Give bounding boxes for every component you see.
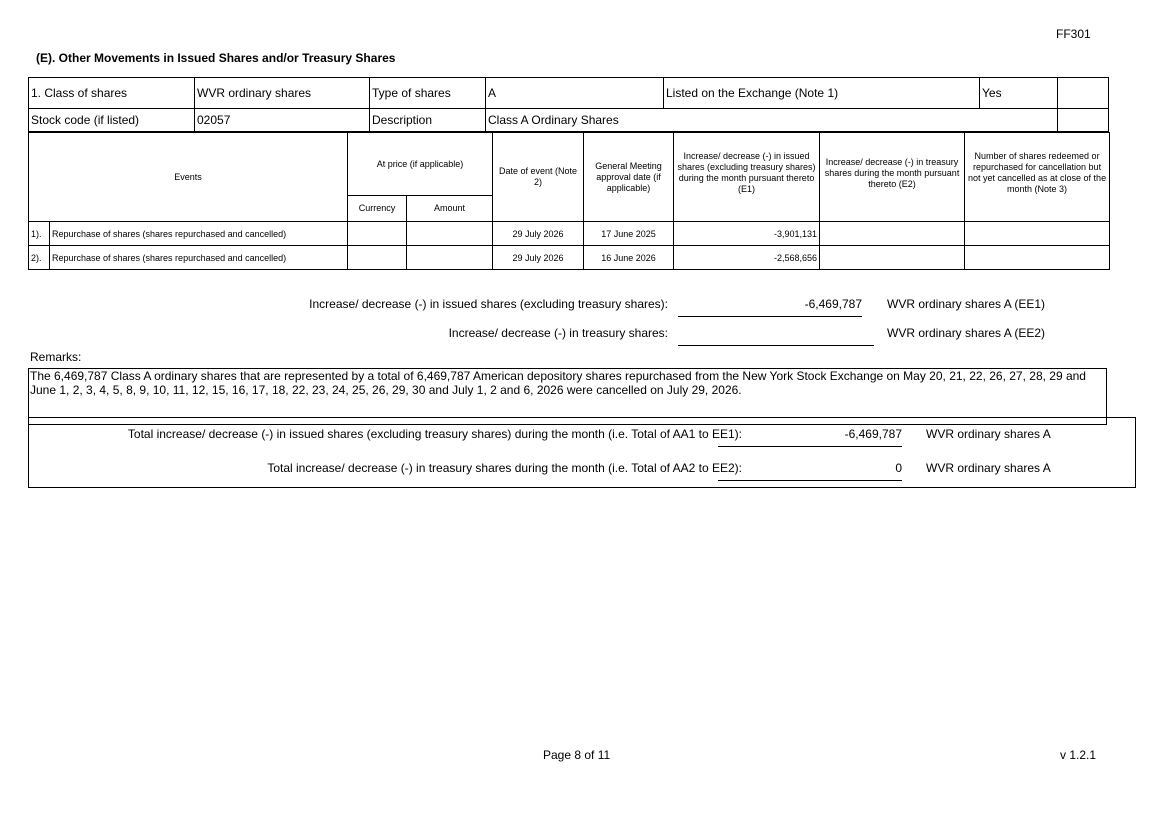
date-cell: 29 July 2026 (493, 222, 584, 246)
amount-cell (407, 222, 493, 246)
remarks-label: Remarks: (30, 350, 82, 364)
redeemed-cell (965, 246, 1110, 270)
remarks-text: The 6,469,787 Class A ordinary shares that are represented by a total of 6,469,787 American depository shares repurchased from the New York Stock Exchange on May 20, 21, 22, 26, 27, 28, 29 and June 1, 2, 3, 4, 5, 8, 9, 10, 11, 12, 15, 16, 17, 18, 22, 23, 24, 25, 26, 29, 30 and July 1, 2 and 6, 2026 were cancelled on July 29, 2026. (30, 369, 1086, 397)
total-issued-label: Total increase/ decrease (-) in issued shares (excluding treasury shares) during the month (i.e. Total of AA1 to EE1): (127, 427, 742, 441)
e1-cell: -3,901,131 (674, 222, 820, 246)
ee2-unit: WVR ordinary shares A (EE2) (887, 326, 1046, 340)
gm-date-cell: 16 June 2026 (584, 246, 674, 270)
total-issued-value: -6,469,787 (718, 427, 902, 447)
type-value: A (486, 78, 664, 109)
amount-cell (407, 246, 493, 270)
listed-value: Yes (980, 78, 1058, 109)
blank-cell (1058, 109, 1109, 132)
e2-cell (820, 246, 965, 270)
increase-issued-header: Increase/ decrease (-) in issued shares (excluding treasury shares) during the month pursuant thereto (E1) (674, 133, 820, 222)
total-issued-unit: WVR ordinary shares A (926, 427, 1051, 441)
currency-cell (348, 222, 407, 246)
class-value: WVR ordinary shares (195, 78, 370, 109)
date-of-event-header: Date of event (Note 2) (493, 133, 584, 222)
event-cell: Repurchase of shares (shares repurchased and cancelled) (50, 222, 348, 246)
amount-header: Amount (407, 196, 493, 222)
ee1-unit: WVR ordinary shares A (EE1) (887, 297, 1046, 311)
share-class-info-table (28, 77, 1109, 132)
description-label: Description (370, 109, 486, 132)
events-table (28, 132, 1110, 270)
form-code: FF301 (1056, 27, 1091, 41)
description-value: Class A Ordinary Shares (486, 109, 1058, 132)
table-row (29, 222, 1110, 246)
e1-cell: -2,568,656 (674, 246, 820, 270)
currency-header: Currency (348, 196, 407, 222)
ee2-label: Increase/ decrease (-) in treasury shares: (448, 326, 668, 340)
stock-code-label: Stock code (if listed) (29, 109, 195, 132)
gm-approval-header: General Meeting approval date (if applicable) (584, 133, 674, 222)
blank-cell (1058, 78, 1109, 109)
totals-box (28, 417, 1136, 488)
currency-cell (348, 246, 407, 270)
type-label: Type of shares (370, 78, 486, 109)
e2-cell (820, 222, 965, 246)
total-treasury-value: 0 (718, 461, 902, 481)
section-title: (E). Other Movements in Issued Shares and/or Treasury Shares (36, 51, 396, 65)
row-number: 2). (29, 246, 50, 270)
event-cell: Repurchase of shares (shares repurchased and cancelled) (50, 246, 348, 270)
at-price-header: At price (if applicable) (348, 133, 493, 196)
ee1-label: Increase/ decrease (-) in issued shares (excluding treasury shares): (309, 297, 668, 311)
events-header: Events (29, 133, 348, 222)
increase-treasury-header: Increase/ decrease (-) in treasury shares during the month pursuant thereto (E2) (820, 133, 965, 222)
class-label: 1. Class of shares (29, 78, 195, 109)
redeemed-cell (965, 222, 1110, 246)
total-treasury-unit: WVR ordinary shares A (926, 461, 1051, 475)
ee2-value (678, 326, 874, 346)
date-cell: 29 July 2026 (493, 246, 584, 270)
redeemed-header: Number of shares redeemed or repurchased for cancellation but not yet cancelled as at close of the month (Note 3) (965, 133, 1110, 222)
ee1-value: -6,469,787 (678, 297, 862, 317)
version-label: v 1.2.1 (1060, 748, 1097, 762)
page-number: Page 8 of 11 (543, 748, 611, 762)
table-row (29, 246, 1110, 270)
stock-code-value: 02057 (195, 109, 370, 132)
listed-label: Listed on the Exchange (Note 1) (664, 78, 980, 109)
row-number: 1). (29, 222, 50, 246)
gm-date-cell: 17 June 2025 (584, 222, 674, 246)
total-treasury-label: Total increase/ decrease (-) in treasury shares during the month (i.e. Total of AA2 to EE2): (267, 461, 742, 475)
